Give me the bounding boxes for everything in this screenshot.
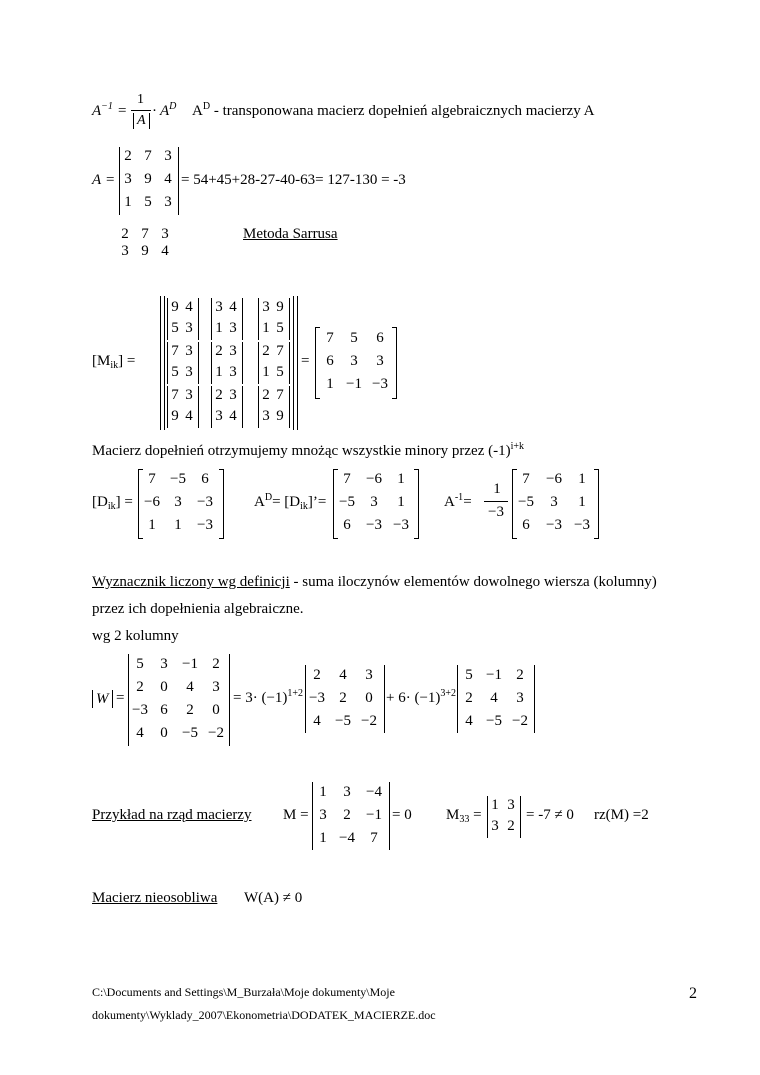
- matrix-cell: 4: [339, 667, 347, 683]
- matrix-cell: 5: [136, 656, 144, 672]
- matrix-cell: 3: [229, 387, 237, 403]
- equals-sign: =: [118, 103, 127, 119]
- matrix-cell: 1: [148, 517, 156, 533]
- matrix-cell: 1: [174, 517, 182, 533]
- minor-det: [167, 386, 199, 428]
- rank-heading: Przykład na rząd macierzy: [92, 807, 252, 823]
- matrix-cell: 3: [185, 320, 193, 336]
- sarrus-cell: 7: [141, 226, 149, 242]
- matrix-cell: −4: [339, 830, 355, 846]
- matrix-cell: 6: [201, 471, 209, 487]
- d-matrix: [141, 469, 221, 537]
- matrix-cell: 6: [326, 353, 334, 369]
- minor-det: [211, 386, 243, 428]
- m-result: = 0: [392, 807, 412, 823]
- matrix-cell: 3: [174, 494, 182, 510]
- fraction-denominator: −3: [488, 504, 504, 520]
- footer-path-line-2: dokumenty\Wyklady_2007\Ekonometria\DODATEK_MACIERZE.doc: [92, 1008, 436, 1022]
- matrix-cell: 9: [171, 408, 179, 424]
- fraction-bar: [484, 501, 508, 502]
- equals-sign: =: [116, 690, 125, 706]
- matrix-cell: −2: [361, 713, 377, 729]
- matrix-cell: 4: [229, 408, 237, 424]
- minor-det: [258, 298, 290, 340]
- matrix-cell: 6: [376, 330, 384, 346]
- matrix-cell: 5: [276, 364, 284, 380]
- term2-matrix: [457, 665, 535, 733]
- matrix-cell: −3: [132, 702, 148, 718]
- sarrus-cell: 3: [161, 226, 169, 242]
- matrix-cell: −5: [486, 713, 502, 729]
- det-w-matrix: [128, 654, 230, 746]
- equals-sign: =: [106, 172, 115, 188]
- footer-path-line-1: C:\Documents and Settings\M_Burzała\Moje dokumenty\Moje: [92, 985, 395, 999]
- matrix-cell: 2: [343, 807, 351, 823]
- matrix-cell: 3: [370, 494, 378, 510]
- matrix-cell: 3: [212, 679, 220, 695]
- matrix-cell: 1: [215, 320, 223, 336]
- matrix-cell: −2: [512, 713, 528, 729]
- matrix-cell: 3: [185, 387, 193, 403]
- minor-det: [258, 342, 290, 384]
- minors-outer-right-bar: [293, 296, 298, 430]
- m33-result: = -7 ≠ 0: [526, 807, 574, 823]
- matrix-cell: 1: [215, 364, 223, 380]
- rank-result: rz(M) =2: [594, 807, 649, 823]
- matrix-cell: 2: [516, 667, 524, 683]
- matrix-cell: −3: [393, 517, 409, 533]
- matrix-cell: −6: [546, 471, 562, 487]
- inverse-description: $A^D$ - transponowana macierz dopełnień algebraicznych macierzy A: [192, 101, 595, 119]
- matrix-cell: 7: [343, 471, 351, 487]
- matrix-cell: 7: [326, 330, 334, 346]
- sarrus-cell: 9: [141, 243, 149, 259]
- matrix-cell: 4: [185, 299, 193, 315]
- minor-det: [211, 342, 243, 384]
- m33-label: $M_{33}$ =: [446, 807, 482, 825]
- matrix-cell: 5: [144, 194, 152, 210]
- term1-prefix: = $3\cdot (-1)^{1+2}$: [233, 688, 304, 706]
- definition-line-2: przez ich dopełnienia algebraiczne.: [92, 601, 304, 617]
- matrix-cell: 0: [365, 690, 373, 706]
- matrix-cell: 1: [326, 376, 334, 392]
- sarrus-cell: 2: [121, 226, 129, 242]
- matrix-cell: −3: [574, 517, 590, 533]
- matrix-cell: 7: [171, 387, 179, 403]
- det-a-result: = 54+45+28-27-40-63= 127-130 = -3: [181, 172, 406, 188]
- matrix-cell: 3: [124, 171, 132, 187]
- matrix-cell: 1: [124, 194, 132, 210]
- matrix-cell: 7: [171, 343, 179, 359]
- matrix-cell: −5: [518, 494, 534, 510]
- matrix-cell: −3: [546, 517, 562, 533]
- matrix-cell: 4: [186, 679, 194, 695]
- matrix-cell: 3: [491, 818, 499, 834]
- matrix-cell: 1: [397, 494, 405, 510]
- matrix-cell: 2: [186, 702, 194, 718]
- matrix-cell: 3: [262, 299, 270, 315]
- page-number: 2: [689, 985, 697, 1002]
- matrix-cell: 7: [276, 387, 284, 403]
- matrix-cell: 4: [229, 299, 237, 315]
- matrix-cell: 5: [171, 364, 179, 380]
- m-label: M =: [283, 807, 309, 823]
- matrix-cell: −3: [309, 690, 325, 706]
- matrix-cell: 3: [229, 320, 237, 336]
- matrix-cell: 4: [465, 713, 473, 729]
- fraction-numerator: 1: [493, 481, 501, 497]
- definition-line-1: Wyznacznik liczony wg definicji - suma iloczynów elementów dowolnego wiersza (kolumny): [92, 574, 657, 590]
- matrix-cell: 3: [262, 408, 270, 424]
- matrix-cell: 3: [343, 784, 351, 800]
- minors-result-matrix: [318, 327, 394, 397]
- matrix-cell: 5: [171, 320, 179, 336]
- matrix-cell: 2: [215, 343, 223, 359]
- matrix-cell: −5: [339, 494, 355, 510]
- matrix-cell: 4: [490, 690, 498, 706]
- matrix-cell: 0: [212, 702, 220, 718]
- det-w-label: W: [92, 690, 113, 708]
- matrix-cell: 3: [164, 148, 172, 164]
- ad-matrix-label: $A^D=$ $[D_{ik}]’=$: [254, 492, 327, 512]
- matrix-cell: 9: [276, 408, 284, 424]
- matrix-cell: 5: [350, 330, 358, 346]
- definition-line-3: wg 2 kolumny: [92, 628, 179, 644]
- matrix-cell: 3: [185, 343, 193, 359]
- matrix-cell: 1: [319, 784, 327, 800]
- minor-det: [258, 386, 290, 428]
- matrix-cell: 6: [343, 517, 351, 533]
- cofactor-description: Macierz dopełnień otrzymujemy mnożąc wszystkie minory przez $(-1)^{i+k}$: [92, 441, 525, 459]
- matrix-cell: 1: [397, 471, 405, 487]
- inverse-lhs: $A^{-1}$: [92, 101, 113, 119]
- matrix-cell: 2: [313, 667, 321, 683]
- matrix-cell: 1: [578, 471, 586, 487]
- matrix-cell: 0: [160, 679, 168, 695]
- matrix-cell: 0: [160, 725, 168, 741]
- matrix-cell: 4: [185, 408, 193, 424]
- matrix-cell: −3: [197, 517, 213, 533]
- matrix-cell: 3: [507, 797, 515, 813]
- matrix-cell: 9: [276, 299, 284, 315]
- matrix-cell: 3: [229, 343, 237, 359]
- fraction-denominator: A: [133, 113, 150, 129]
- matrix-cell: 2: [339, 690, 347, 706]
- fraction-bar: [131, 110, 151, 111]
- matrix-cell: 1: [319, 830, 327, 846]
- matrix-cell: 2: [507, 818, 515, 834]
- matrix-cell: 2: [215, 387, 223, 403]
- matrix-cell: 4: [313, 713, 321, 729]
- nonsingular-heading: Macierz nieosobliwa: [92, 890, 218, 906]
- matrix-cell: −3: [197, 494, 213, 510]
- matrix-cell: −1: [486, 667, 502, 683]
- matrix-cell: 2: [465, 690, 473, 706]
- matrix-cell: 3: [516, 690, 524, 706]
- matrix-cell: 3: [550, 494, 558, 510]
- matrix-cell: 1: [578, 494, 586, 510]
- matrix-cell: 7: [522, 471, 530, 487]
- matrix-cell: 2: [124, 148, 132, 164]
- m-matrix: [312, 782, 390, 850]
- term1-matrix: [305, 665, 385, 733]
- fraction-numerator: 1: [137, 92, 144, 107]
- minor-det: [211, 298, 243, 340]
- matrix-cell: 7: [276, 343, 284, 359]
- matrix-cell: 3: [164, 194, 172, 210]
- dot-operator: ·: [152, 103, 157, 119]
- sarrus-cell: 3: [121, 243, 129, 259]
- matrix-cell: −5: [182, 725, 198, 741]
- matrix-cell: 7: [144, 148, 152, 164]
- matrix-cell: 3: [215, 408, 223, 424]
- inverse-matrix: [515, 469, 595, 537]
- sarrus-cell: 4: [161, 243, 169, 259]
- matrix-cell: 3: [215, 299, 223, 315]
- matrix-cell: 9: [171, 299, 179, 315]
- matrix-cell: 9: [144, 171, 152, 187]
- ad-matrix: [336, 469, 416, 537]
- matrix-cell: 6: [522, 517, 530, 533]
- matrix-cell: −3: [372, 376, 388, 392]
- matrix-cell: 3: [350, 353, 358, 369]
- minors-outer-left-bar: [160, 296, 165, 430]
- matrix-cell: 4: [136, 725, 144, 741]
- matrix-cell: −6: [144, 494, 160, 510]
- det-a-label: A: [92, 172, 102, 188]
- inverse-matrix-label: $A^{-1}=$: [444, 492, 472, 510]
- matrix-cell: −4: [366, 784, 382, 800]
- matrix-cell: 3: [376, 353, 384, 369]
- matrix-cell: 7: [370, 830, 378, 846]
- sarrus-method-label: Metoda Sarrusa: [243, 226, 338, 242]
- matrix-cell: 2: [262, 387, 270, 403]
- matrix-cell: 1: [491, 797, 499, 813]
- det-a-matrix: [119, 147, 179, 215]
- matrix-cell: 2: [136, 679, 144, 695]
- matrix-cell: 6: [160, 702, 168, 718]
- matrix-cell: 3: [160, 656, 168, 672]
- equals-sign: =: [301, 353, 310, 369]
- matrix-cell: 2: [212, 656, 220, 672]
- matrix-cell: 5: [465, 667, 473, 683]
- matrix-cell: −3: [366, 517, 382, 533]
- m33-matrix: [487, 796, 521, 838]
- minor-det: [167, 342, 199, 384]
- nonsingular-condition: W(A) ≠ 0: [244, 890, 303, 906]
- inverse-rhs: $A^D$: [160, 101, 177, 119]
- matrix-cell: 4: [164, 171, 172, 187]
- matrix-cell: 3: [185, 364, 193, 380]
- d-matrix-label: $[D_{ik}]$ =: [92, 494, 133, 512]
- matrix-cell: 2: [262, 343, 270, 359]
- matrix-cell: 1: [262, 364, 270, 380]
- matrix-cell: −5: [170, 471, 186, 487]
- matrix-cell: 3: [229, 364, 237, 380]
- matrix-cell: 3: [319, 807, 327, 823]
- matrix-cell: −1: [346, 376, 362, 392]
- minor-det: [167, 298, 199, 340]
- minors-label: $[M_{ik}]$ =: [92, 353, 136, 371]
- matrix-cell: −1: [366, 807, 382, 823]
- matrix-cell: −1: [182, 656, 198, 672]
- matrix-cell: −2: [208, 725, 224, 741]
- matrix-cell: 1: [262, 320, 270, 336]
- matrix-cell: 5: [276, 320, 284, 336]
- matrix-cell: −6: [366, 471, 382, 487]
- term2-prefix: + $6\cdot (-1)^{3+2}$: [386, 688, 457, 706]
- matrix-cell: 7: [148, 471, 156, 487]
- matrix-cell: −5: [335, 713, 351, 729]
- matrix-cell: 3: [365, 667, 373, 683]
